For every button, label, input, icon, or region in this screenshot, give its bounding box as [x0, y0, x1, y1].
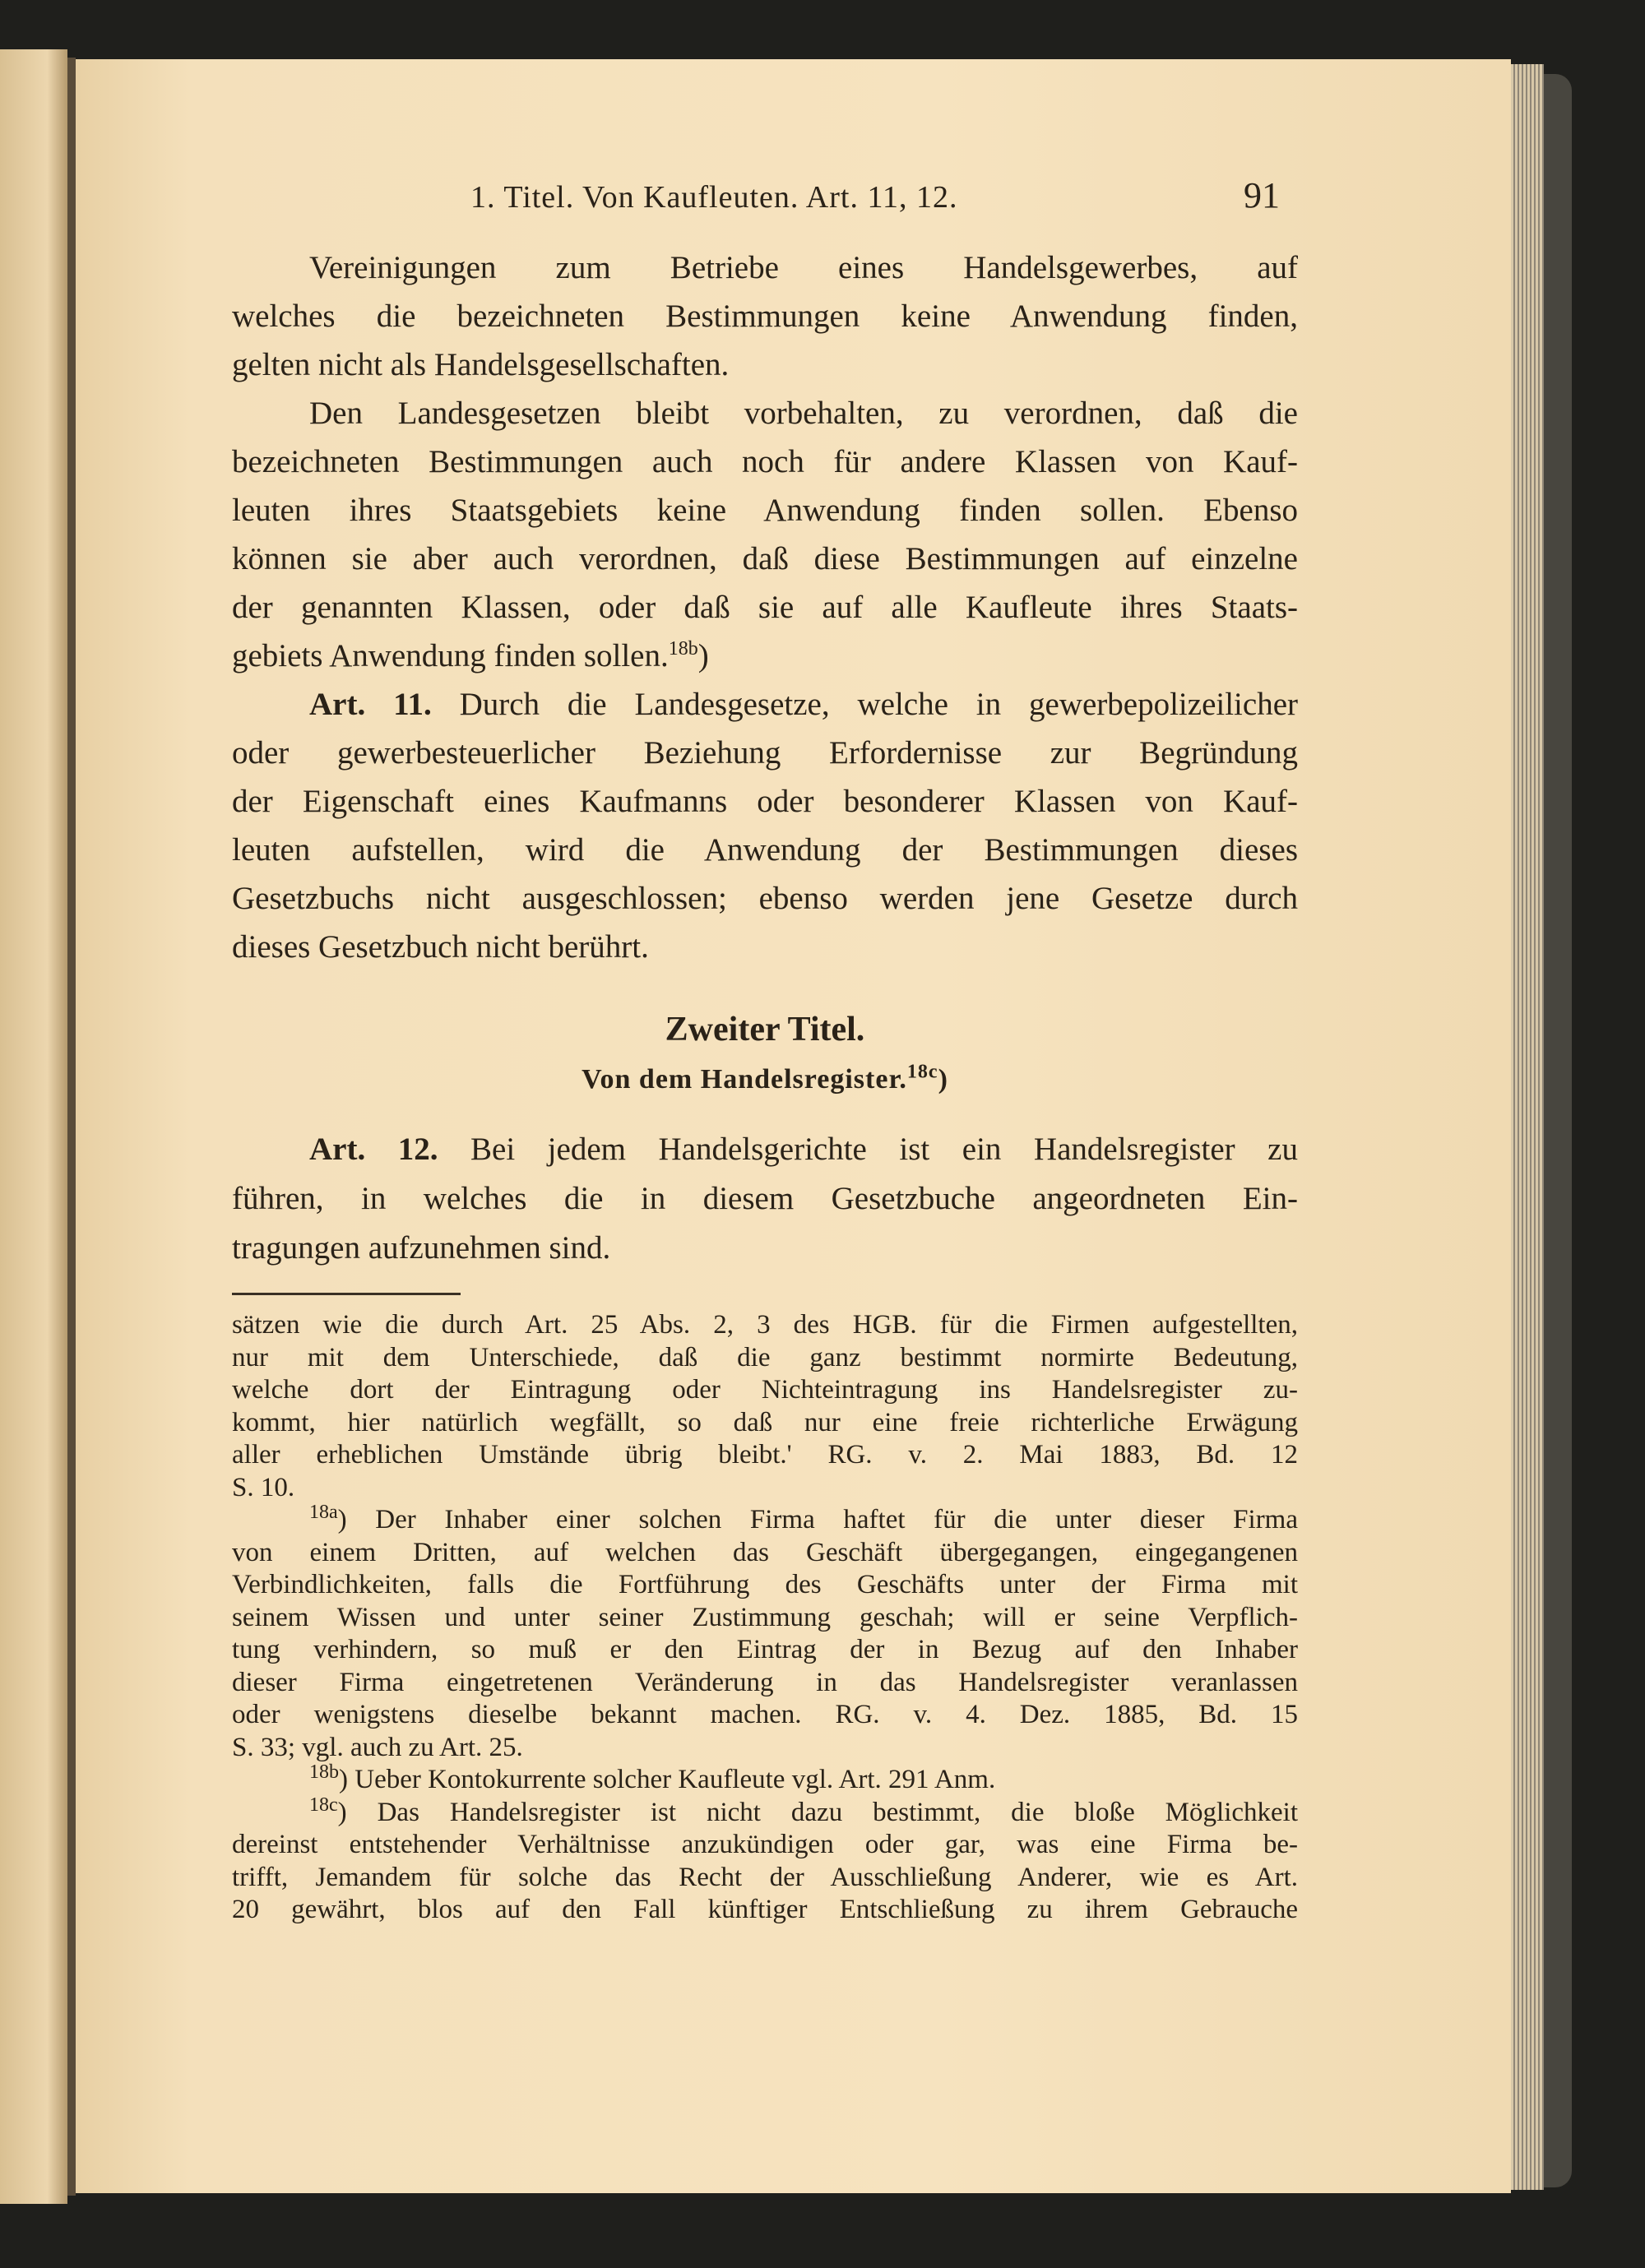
line-text: S. 33; vgl. auch zu Art. 25.: [232, 1732, 523, 1762]
text-line: [232, 1224, 1298, 1273]
footnote-ref-paren: ): [938, 1064, 948, 1095]
text-line: [232, 1309, 1298, 1342]
text-line: [232, 1342, 1298, 1375]
line-text: leuten aufstellen, wird die Anwendung der Bestimmungen dieses: [232, 832, 1298, 868]
line-text: Verbindlichkeiten, falls die Fortführung des Geschäfts unter der Firma mit: [232, 1570, 1298, 1599]
line-text: welches die bezeichneten Bestimmungen keine Anwendung finden,: [232, 299, 1298, 334]
text-line: [232, 1439, 1298, 1472]
article-label: Art. 12.: [309, 1132, 438, 1167]
text-line: [232, 1374, 1298, 1407]
text-line: [232, 1407, 1298, 1440]
section-subtitle-text: Von dem Handelsregister.: [582, 1064, 907, 1095]
line-text: welche dort der Eintragung oder Nichteintragung ins Handelsregister zu-: [232, 1375, 1298, 1405]
text-line: [232, 535, 1298, 583]
text-line: [232, 340, 1298, 389]
line-text: von einem Dritten, auf welchen das Geschäft übergegangen, eingegangenen: [232, 1537, 1298, 1567]
page-number: 91: [1244, 175, 1280, 215]
line-text: tung verhindern, so muß er den Eintrag der in Bezug auf den Inhaber: [232, 1635, 1298, 1664]
line-text: ) Der Inhaber einer solchen Firma haftet für die unter dieser Firma: [337, 1505, 1298, 1534]
line-text: gebiets Anwendung finden sollen.: [232, 638, 669, 673]
section-subtitle: [232, 1061, 1298, 1095]
book-gutter: [67, 58, 76, 2196]
text-line: [232, 729, 1298, 777]
line-text: der genannten Klassen, oder daß sie auf alle Kaufleute ihres Staats-: [232, 590, 1298, 625]
text-line: [232, 1174, 1298, 1224]
line-text: S. 10.: [232, 1472, 295, 1502]
text-line: [232, 923, 1298, 971]
line-text: dieses Gesetzbuch nicht berührt.: [232, 929, 649, 965]
footnote-ref-paren: ): [697, 638, 709, 673]
text-line: [232, 583, 1298, 632]
text-line: [232, 1537, 1298, 1570]
text-line: [232, 1862, 1298, 1895]
footnote-marker: 18b: [309, 1761, 339, 1783]
text-line: [232, 1761, 1298, 1797]
text-line: [232, 1125, 1298, 1174]
text-line: [232, 1699, 1298, 1732]
book-cover-edge: [1544, 74, 1572, 2187]
line-text: führen, in welches die in diesem Gesetzbuche angeordneten Ein-: [232, 1181, 1298, 1216]
body-text: [232, 243, 1298, 971]
footnote-ref: 18b: [668, 638, 698, 660]
text-line: [232, 243, 1298, 292]
footnotes: [232, 1309, 1298, 1927]
line-text: oder wenigstens dieselbe bekannt machen. RG. v. 4. Dez. 1885, Bd. 15: [232, 1700, 1298, 1729]
line-text: ) Ueber Kontokurrente solcher Kaufleute vgl. Art. 291 Anm.: [339, 1765, 996, 1794]
text-line: [232, 1829, 1298, 1862]
line-text: seinem Wissen und unter seiner Zustimmung geschah; will er seine Verpflich-: [232, 1602, 1298, 1632]
text-line: [232, 874, 1298, 923]
text-line: [232, 1569, 1298, 1602]
footnote-separator: [232, 1293, 461, 1295]
line-text: können sie aber auch verordnen, daß diese Bestimmungen auf einzelne: [232, 541, 1298, 576]
line-text: der Eigenschaft eines Kaufmanns oder besonderer Klassen von Kauf-: [232, 784, 1298, 819]
line-text: ) Das Handelsregister ist nicht dazu bestimmt, die bloße Möglichkeit: [337, 1797, 1298, 1827]
line-text: sätzen wie die durch Art. 25 Abs. 2, 3 des HGB. für die Firmen aufgestellten,: [232, 1310, 1298, 1340]
text-line: [232, 1504, 1298, 1537]
line-text: oder gewerbesteuerlicher Beziehung Erfordernisse zur Begründung: [232, 735, 1298, 771]
text-line: [232, 389, 1298, 437]
line-text: leuten ihres Staatsgebiets keine Anwendung finden sollen. Ebenso: [232, 493, 1298, 528]
line-text: kommt, hier natürlich wegfällt, so daß nur eine freie richterliche Erwägung: [232, 1407, 1298, 1437]
text-line: [232, 292, 1298, 340]
line-text: Durch die Landesgesetze, welche in gewerbepolizeilicher: [431, 687, 1299, 722]
line-text: Vereinigungen zum Betriebe eines Handelsgewerbes, auf: [309, 250, 1298, 285]
line-text: tragungen aufzunehmen sind.: [232, 1230, 611, 1266]
article-label: Art. 11.: [309, 687, 432, 722]
text-line: [232, 1894, 1298, 1927]
text-line: [232, 437, 1298, 486]
article-12: [232, 1125, 1298, 1273]
page-stack-edges: [1511, 64, 1544, 2190]
text-line: [232, 680, 1298, 729]
footnote-marker: 18a: [309, 1502, 338, 1523]
text-line: [232, 632, 1298, 680]
text-line: [232, 777, 1298, 826]
section-title: Zweiter Titel.: [665, 1011, 865, 1048]
line-text: dieser Firma eingetretenen Veränderung in das Handelsregister veranlassen: [232, 1667, 1298, 1697]
text-line: [232, 486, 1298, 535]
line-text: aller erheblichen Umstände übrig bleibt.' RG. v. 2. Mai 1883, Bd. 12: [232, 1440, 1298, 1470]
running-head: 1. Titel. Von Kaufleuten. Art. 11, 12.: [470, 180, 958, 215]
text-line: [232, 1602, 1298, 1635]
line-text: dereinst entstehender Verhältnisse anzukündigen oder gar, was eine Firma be-: [232, 1830, 1298, 1859]
line-text: trifft, Jemandem für solche das Recht der Ausschließung Anderer, wie es Art.: [232, 1862, 1298, 1892]
line-text: 20 gewährt, blos auf den Fall künftiger Entschließung zu ihrem Gebrauche: [232, 1895, 1298, 1924]
text-line: [232, 1472, 1298, 1505]
text-line: [232, 1732, 1298, 1765]
line-text: gelten nicht als Handelsgesellschaften.: [232, 347, 730, 382]
text-line: [232, 1667, 1298, 1700]
line-text: bezeichneten Bestimmungen auch noch für andere Klassen von Kauf-: [232, 444, 1298, 479]
text-line: [232, 1794, 1298, 1830]
footnote-ref: 18c: [906, 1061, 938, 1083]
text-line: [232, 1634, 1298, 1667]
line-text: Gesetzbuchs nicht ausgeschlossen; ebenso werden jene Gesetze durch: [232, 881, 1298, 916]
facing-page-edge: [0, 49, 67, 2204]
text-line: [232, 826, 1298, 874]
footnote-marker: 18c: [309, 1794, 338, 1816]
line-text: nur mit dem Unterschiede, daß die ganz bestimmt normirte Bedeutung,: [232, 1342, 1298, 1372]
line-text: Den Landesgesetzen bleibt vorbehalten, zu verordnen, daß die: [309, 396, 1298, 431]
line-text: Bei jedem Handelsgerichte ist ein Handelsregister zu: [438, 1132, 1298, 1167]
